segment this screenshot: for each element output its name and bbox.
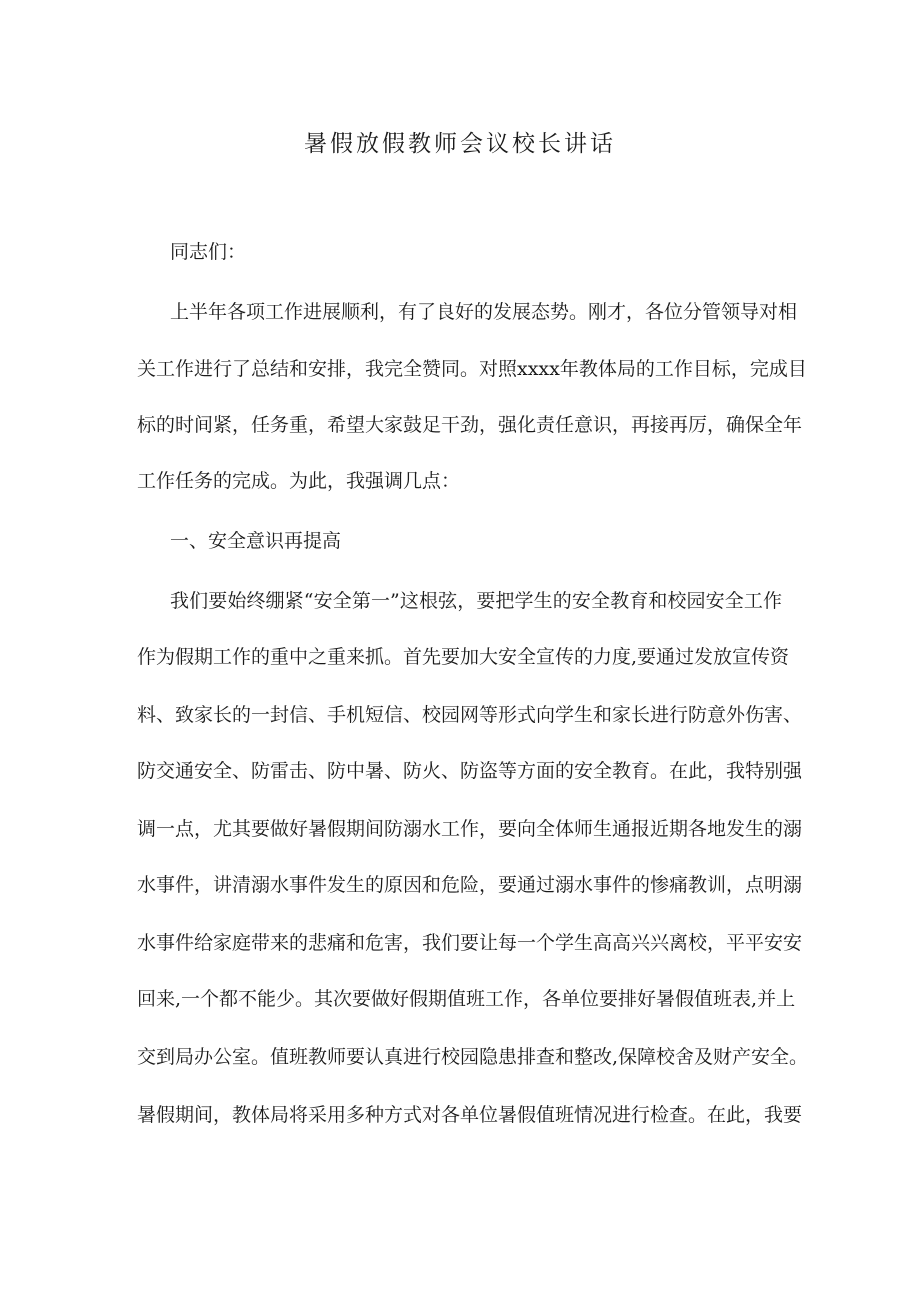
paragraph-2-line-5: 调一点，尤其要做好暑假期间防溺水工作，要向全体师生通报近期各地发生的溺 bbox=[137, 818, 803, 840]
paragraph-2-line-7: 水事件给家庭带来的悲痛和危害，我们要让每一个学生高高兴兴离校，平平安安 bbox=[137, 932, 803, 954]
paragraph-2-line-3: 料、致家长的一封信、手机短信、校园网等形式向学生和家长进行防意外伤害、 bbox=[137, 704, 803, 726]
paragraph-2-line-4: 防交通安全、防雷击、防中暑、防火、防盗等方面的安全教育。在此，我特别强 bbox=[137, 760, 803, 782]
paragraph-2-line-6: 水事件，讲清溺水事件发生的原因和危险，要通过溺水事件的惨痛教训，点明溺 bbox=[137, 874, 803, 896]
paragraph-2-line-10: 暑假期间，教体局将采用多种方式对各单位暑假值班情况进行检查。在此，我要 bbox=[137, 1104, 803, 1126]
paragraph-1-line-4: 工作任务的完成。为此，我强调几点： bbox=[137, 470, 461, 492]
paragraph-2-line-1: 我们要始终绷紧“安全第一”这根弦，要把学生的安全教育和校园安全工作 bbox=[170, 590, 782, 612]
paragraph-1-line-1: 上半年各项工作进展顺利，有了良好的发展态势。刚才，各位分管领导对相 bbox=[170, 301, 798, 323]
paragraph-2-line-9: 交到局办公室。值班教师要认真进行校园隐患排查和整改,保障校舍及财产安全。 bbox=[137, 1046, 809, 1068]
paragraph-2-line-2: 作为假期工作的重中之重来抓。首先要加大安全宣传的力度,要通过发放宣传资 bbox=[137, 646, 790, 668]
section-1-heading: 一、安全意识再提高 bbox=[170, 530, 342, 552]
paragraph-2-line-8: 回来,一个都不能少。其次要做好假期值班工作，各单位要排好暑假值班表,并上 bbox=[137, 988, 796, 1010]
document-title: 暑假放假教师会议校长讲话 bbox=[304, 131, 616, 157]
salutation: 同志们： bbox=[170, 241, 247, 263]
paragraph-1-line-3: 标的时间紧，任务重，希望大家鼓足干劲，强化责任意识，再接再厉，确保全年 bbox=[137, 414, 803, 436]
paragraph-1-line-2: 关工作进行了总结和安排，我完全赞同。对照xxxx年教体局的工作目标，完成目 bbox=[137, 358, 807, 380]
